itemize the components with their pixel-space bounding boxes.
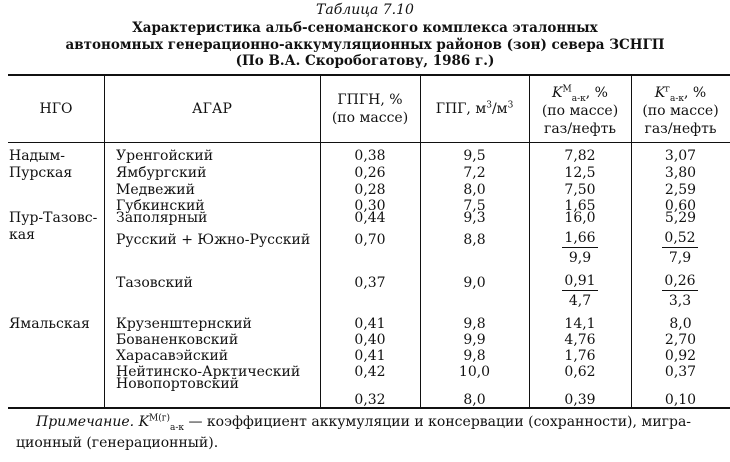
gpg-value: 9,9 <box>463 332 486 348</box>
kam-numerator: 0,91 <box>562 273 598 291</box>
title-line-3: (По В.А. Скоробогатову, 1986 г.) <box>235 53 495 69</box>
agar-name: Ямбургский <box>116 165 207 181</box>
kag-denominator: 7,9 <box>668 250 692 266</box>
region-label: Надым- <box>9 148 65 164</box>
kag-numerator: 0,26 <box>662 273 698 291</box>
agar-name: Медвежий <box>116 182 195 198</box>
note-line-2: ционный (генерационный). <box>16 435 219 451</box>
kag-value: 0,10 <box>664 392 697 408</box>
kag-fraction <box>662 273 698 308</box>
kam-fraction <box>562 230 598 265</box>
kag-value: 2,70 <box>664 332 697 348</box>
gpg-value: 8,0 <box>463 392 486 408</box>
gpg-value: 9,0 <box>463 275 486 291</box>
gpgn-value: 0,26 <box>354 165 386 181</box>
header-ngo: НГО <box>39 101 73 117</box>
agar-name: Заполярный <box>116 210 208 226</box>
agar-name: Крузенштернский <box>116 316 252 332</box>
gpg-value: 10,0 <box>458 364 491 380</box>
header-gpgn <box>320 91 420 127</box>
gpg-value: 9,5 <box>463 148 486 164</box>
table-note <box>16 412 722 454</box>
gpgn-value: 0,70 <box>354 232 386 248</box>
gpg-value: 9,8 <box>463 316 486 332</box>
agar-name: Нейтинско-Арктический <box>116 364 301 380</box>
header-kam-line3: газ/нефть <box>544 121 616 137</box>
table-caption-label: Таблица 7.10 <box>316 2 414 18</box>
header-kam-line1: $K^М_{а-к}$, % <box>552 84 608 104</box>
kag-value: 0,37 <box>664 364 697 380</box>
region-label: кая <box>9 227 35 243</box>
title-line-2: автономных генерационно-аккумуляционных районов (зон) севера ЗСНГП <box>65 36 665 53</box>
kam-value: 1,65 <box>564 198 596 214</box>
agar-name: Тазовский <box>116 275 193 291</box>
header-agar: АГАР <box>192 101 232 117</box>
note-symbol: K <box>138 414 150 430</box>
column-divider <box>104 75 105 408</box>
gpgn-value: 0,32 <box>354 392 386 408</box>
gpg-value: 7,5 <box>463 198 486 214</box>
agar-name: Русский + Южно-Русский <box>116 232 311 248</box>
gpg-value: 7,2 <box>463 165 486 181</box>
kam-value: 0,39 <box>564 392 596 408</box>
region-label: Пур-Тазовс- <box>9 210 98 226</box>
kam-value: 7,50 <box>564 182 596 198</box>
kag-value: 0,60 <box>664 198 697 214</box>
kam-value: 7,82 <box>564 148 596 164</box>
kag-value: 5,29 <box>664 210 697 226</box>
gpg-value: 8,0 <box>463 182 486 198</box>
region-label: Пурская <box>9 165 73 181</box>
gpgn-value: 0,41 <box>354 348 386 364</box>
note-text: — коэффициент аккумуляции и консервации (сохранности), мигра- <box>184 414 692 430</box>
kam-value: 0,62 <box>564 364 596 380</box>
gpgn-value: 0,44 <box>354 210 386 226</box>
header-kam-line2: (по массе) <box>541 103 619 119</box>
header-gpg: ГПГ, $м^3/м^3$ <box>435 100 514 117</box>
gpgn-value: 0,40 <box>354 332 386 348</box>
kam-value: 16,0 <box>564 210 596 226</box>
agar-name: Бованенковский <box>116 332 239 348</box>
kam-value: 12,5 <box>564 165 596 181</box>
agar-name: Новопортовский <box>116 376 239 392</box>
gpg-value: 8,8 <box>463 232 486 248</box>
kag-value: 3,80 <box>664 165 697 181</box>
region-label: Ямальская <box>9 316 90 332</box>
kam-value: 14,1 <box>564 316 596 332</box>
kam-fraction <box>562 273 598 308</box>
kam-denominator: 4,7 <box>568 293 592 309</box>
note-line-1: Примечание. $K^{М(г)}_{а-к}$ — коэффициент аккумуляции и консервации (сохранности), мигра- <box>36 413 692 433</box>
title-line-1: Характеристика альб-сеноманского комплекса эталонных <box>132 20 598 36</box>
header-kag-line3: газ/нефть <box>644 121 717 137</box>
header-bottom-rule <box>8 142 730 143</box>
header-gpgn-line1: ГПГН, % <box>337 92 403 108</box>
gpgn-value: 0,38 <box>354 148 386 164</box>
kam-value: 4,76 <box>564 332 596 348</box>
kag-value: 3,07 <box>664 148 697 164</box>
gpgn-value: 0,30 <box>354 198 386 214</box>
header-kam <box>529 84 631 138</box>
kam-value: 1,76 <box>564 348 596 364</box>
kag-fraction <box>662 230 698 265</box>
agar-name: Губкинский <box>116 198 205 214</box>
header-kag-line2: (по массе) <box>642 103 719 119</box>
kam-numerator: 1,66 <box>562 230 598 248</box>
note-label: Примечание. <box>36 414 135 430</box>
header-kag <box>631 84 730 138</box>
kag-numerator: 0,52 <box>662 230 698 248</box>
header-kag-line1: $K^г_{а-к}$, % <box>654 84 707 104</box>
gpg-value: 9,8 <box>463 348 486 364</box>
agar-name: Уренгойский <box>116 148 214 164</box>
kag-value: 8,0 <box>669 316 692 332</box>
gpgn-value: 0,42 <box>354 364 386 380</box>
gpg-value: 9,3 <box>463 210 486 226</box>
agar-name: Харасавэйский <box>116 348 229 364</box>
table-top-rule <box>8 74 730 76</box>
header-gpgn-line2: (по массе) <box>331 110 409 126</box>
gpgn-value: 0,28 <box>354 182 386 198</box>
kam-denominator: 9,9 <box>568 250 592 266</box>
kag-value: 0,92 <box>664 348 697 364</box>
kag-denominator: 3,3 <box>668 293 692 309</box>
gpgn-value: 0,41 <box>354 316 386 332</box>
kag-value: 2,59 <box>664 182 697 198</box>
gpgn-value: 0,37 <box>354 275 386 291</box>
table-title <box>0 20 730 70</box>
